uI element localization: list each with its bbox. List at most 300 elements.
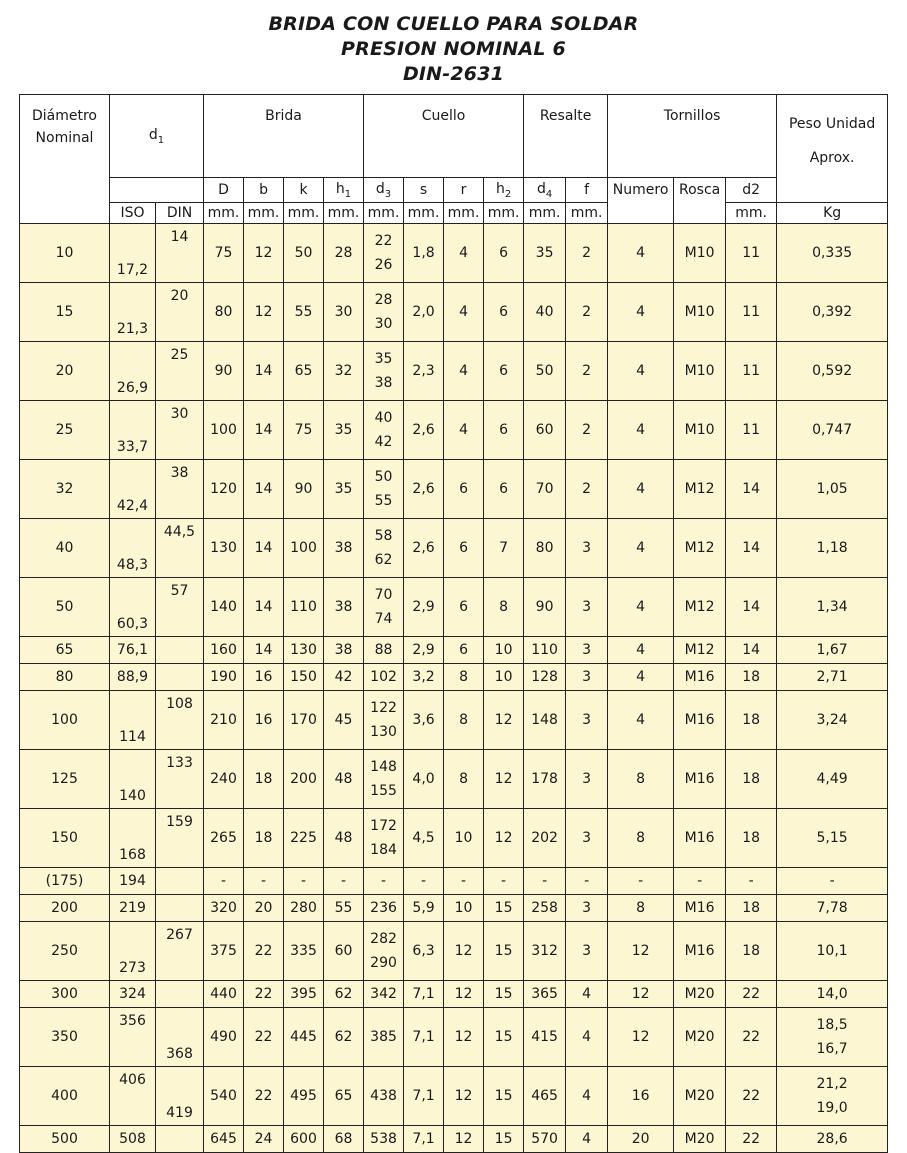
cell-rosca: M16 <box>674 664 726 691</box>
cell-dn: (175) <box>20 868 110 895</box>
cell-s: 2,3 <box>404 342 444 401</box>
cell-rosca: M16 <box>674 809 726 868</box>
cell-b: 16 <box>244 691 284 750</box>
cell-D: 130 <box>204 519 244 578</box>
cell-h2: 15 <box>484 1067 524 1126</box>
cell-k: 600 <box>284 1126 324 1153</box>
cell-d3-value: 30 <box>374 316 393 332</box>
cell-peso: 1,18 <box>777 519 888 578</box>
cell-dn: 200 <box>20 895 110 922</box>
cell-iso: 194 <box>110 868 156 895</box>
cell-iso: 60,3 <box>110 578 156 637</box>
cell-iso: 219 <box>110 895 156 922</box>
cell-iso: 508 <box>110 1126 156 1153</box>
cell-num: 12 <box>608 981 674 1008</box>
cell-dn: 500 <box>20 1126 110 1153</box>
cell-d3-value: 122 <box>370 700 397 716</box>
cell-b: 14 <box>244 401 284 460</box>
cell-d2: 18 <box>726 895 777 922</box>
cell-k: 495 <box>284 1067 324 1126</box>
cell-dn: 40 <box>20 519 110 578</box>
cell-r: 6 <box>444 637 484 664</box>
cell-num: 4 <box>608 224 674 283</box>
cell-d3: 236 <box>364 895 404 922</box>
cell-peso-value: 16,7 <box>816 1041 848 1057</box>
col-d4 <box>524 178 566 203</box>
cell-D: 80 <box>204 283 244 342</box>
cell-d2: 14 <box>726 519 777 578</box>
cell-h2: 15 <box>484 895 524 922</box>
cell-b: 18 <box>244 809 284 868</box>
cell-num: 4 <box>608 342 674 401</box>
cell-b: 24 <box>244 1126 284 1153</box>
cell-din <box>156 868 204 895</box>
cell-s: 4,5 <box>404 809 444 868</box>
cell-s: 2,9 <box>404 578 444 637</box>
cell-rosca: M12 <box>674 519 726 578</box>
cell-D: - <box>204 868 244 895</box>
col-d4-sub: 4 <box>545 188 553 200</box>
cell-num: 8 <box>608 895 674 922</box>
cell-k: 200 <box>284 750 324 809</box>
table-row <box>20 664 888 691</box>
cell-rosca: M20 <box>674 1126 726 1153</box>
cell-dn: 32 <box>20 460 110 519</box>
cell-D: 190 <box>204 664 244 691</box>
cell-rosca: M20 <box>674 1008 726 1067</box>
flange-spec-table <box>19 94 888 1153</box>
cell-dn: 300 <box>20 981 110 1008</box>
cell-din <box>156 981 204 1008</box>
cell-r: 8 <box>444 691 484 750</box>
cell-d4: 60 <box>524 401 566 460</box>
table-row <box>20 637 888 664</box>
unit-mm-k: mm. <box>284 203 324 224</box>
cell-dn: 25 <box>20 401 110 460</box>
cell-b: - <box>244 868 284 895</box>
cell-d3: 438 <box>364 1067 404 1126</box>
table-row <box>20 809 888 868</box>
cell-dn: 250 <box>20 922 110 981</box>
cell-h1: 28 <box>324 224 364 283</box>
cell-s: 7,1 <box>404 1126 444 1153</box>
cell-iso: 114 <box>110 691 156 750</box>
cell-k: 395 <box>284 981 324 1008</box>
title-line-3: DIN-2631 <box>402 63 505 85</box>
table-row <box>20 895 888 922</box>
cell-d3 <box>364 460 404 519</box>
cell-h1: 62 <box>324 981 364 1008</box>
cell-dn: 80 <box>20 664 110 691</box>
table-row <box>20 868 888 895</box>
cell-d2: 18 <box>726 691 777 750</box>
cell-d3-value: 155 <box>370 783 397 799</box>
cell-iso: 168 <box>110 809 156 868</box>
col-d2: d2 <box>726 178 777 203</box>
cell-h2: 7 <box>484 519 524 578</box>
cell-k: 100 <box>284 519 324 578</box>
cell-k: 150 <box>284 664 324 691</box>
cell-din: 38 <box>156 460 204 519</box>
cell-din: 133 <box>156 750 204 809</box>
cell-s: 1,8 <box>404 224 444 283</box>
cell-s: 6,3 <box>404 922 444 981</box>
cell-b: 14 <box>244 519 284 578</box>
cell-d3-value: 28 <box>374 292 393 308</box>
cell-D: 440 <box>204 981 244 1008</box>
cell-peso <box>777 1067 888 1126</box>
col-h1 <box>324 178 364 203</box>
cell-d4: 80 <box>524 519 566 578</box>
cell-peso: 10,1 <box>777 922 888 981</box>
cell-peso: 0,392 <box>777 283 888 342</box>
cell-d2: - <box>726 868 777 895</box>
header-d1-label: d <box>148 126 158 143</box>
cell-d3-value: 58 <box>374 528 393 544</box>
cell-num: 4 <box>608 283 674 342</box>
unit-din: DIN <box>156 203 204 224</box>
header-peso-line1: Peso Unidad <box>788 116 876 132</box>
cell-h2: 12 <box>484 750 524 809</box>
cell-D: 320 <box>204 895 244 922</box>
cell-dn: 50 <box>20 578 110 637</box>
cell-peso-value: 21,2 <box>816 1076 848 1092</box>
header-cuello: Cuello <box>364 95 524 178</box>
cell-din: 44,5 <box>156 519 204 578</box>
col-h2-sub: 2 <box>504 188 512 200</box>
table-row <box>20 750 888 809</box>
cell-h1: 32 <box>324 342 364 401</box>
cell-iso: 273 <box>110 922 156 981</box>
cell-f: 4 <box>566 1008 608 1067</box>
cell-k: 280 <box>284 895 324 922</box>
col-s: s <box>404 178 444 203</box>
cell-h1: 35 <box>324 460 364 519</box>
cell-peso: 5,15 <box>777 809 888 868</box>
cell-h2: 15 <box>484 1008 524 1067</box>
cell-d4: 465 <box>524 1067 566 1126</box>
cell-d4: 570 <box>524 1126 566 1153</box>
unit-kg: Kg <box>777 203 888 224</box>
cell-peso: 3,24 <box>777 691 888 750</box>
cell-f: 2 <box>566 283 608 342</box>
cell-d4: 148 <box>524 691 566 750</box>
unit-mm-D: mm. <box>204 203 244 224</box>
cell-f: 4 <box>566 1126 608 1153</box>
cell-rosca: M16 <box>674 691 726 750</box>
cell-h1: 65 <box>324 1067 364 1126</box>
cell-d3-value: 26 <box>374 257 393 273</box>
unit-mm-b: mm. <box>244 203 284 224</box>
cell-b: 22 <box>244 922 284 981</box>
cell-D: 120 <box>204 460 244 519</box>
cell-d3-value: 50 <box>374 469 393 485</box>
cell-din <box>156 895 204 922</box>
cell-d3-value: 70 <box>374 587 393 603</box>
cell-d3: 102 <box>364 664 404 691</box>
cell-h1: 60 <box>324 922 364 981</box>
cell-r: 12 <box>444 922 484 981</box>
table-row <box>20 578 888 637</box>
title-line-1: BRIDA CON CUELLO PARA SOLDAR <box>268 13 639 35</box>
cell-f: 3 <box>566 895 608 922</box>
col-h2-label: h <box>495 180 505 197</box>
cell-h2: - <box>484 868 524 895</box>
cell-r: 6 <box>444 519 484 578</box>
header-resalte: Resalte <box>524 95 608 178</box>
cell-f: 2 <box>566 342 608 401</box>
cell-rosca: M12 <box>674 637 726 664</box>
cell-D: 540 <box>204 1067 244 1126</box>
cell-d3-value: 22 <box>374 233 393 249</box>
cell-d4: 110 <box>524 637 566 664</box>
cell-s: 7,1 <box>404 1008 444 1067</box>
col-numero: Numero <box>608 178 674 224</box>
cell-h2: 6 <box>484 283 524 342</box>
cell-d3-value: 290 <box>370 955 397 971</box>
cell-d4: 128 <box>524 664 566 691</box>
cell-b: 14 <box>244 637 284 664</box>
cell-d2: 18 <box>726 809 777 868</box>
cell-d4: - <box>524 868 566 895</box>
cell-r: 8 <box>444 664 484 691</box>
col-r: r <box>444 178 484 203</box>
cell-dn: 65 <box>20 637 110 664</box>
cell-b: 18 <box>244 750 284 809</box>
cell-r: 10 <box>444 895 484 922</box>
header-d1-sub: 1 <box>157 134 165 146</box>
cell-num: 8 <box>608 809 674 868</box>
cell-peso: 1,34 <box>777 578 888 637</box>
cell-h1: 68 <box>324 1126 364 1153</box>
cell-s: 7,1 <box>404 1067 444 1126</box>
cell-d3: - <box>364 868 404 895</box>
cell-num: 4 <box>608 637 674 664</box>
cell-h1: 48 <box>324 750 364 809</box>
cell-h1: 48 <box>324 809 364 868</box>
cell-d3 <box>364 691 404 750</box>
header-diametro-line1: Diámetro <box>31 108 97 124</box>
cell-num: 12 <box>608 1008 674 1067</box>
cell-d2: 18 <box>726 750 777 809</box>
cell-d2: 22 <box>726 1067 777 1126</box>
cell-rosca: M10 <box>674 224 726 283</box>
col-h2 <box>484 178 524 203</box>
table-row <box>20 519 888 578</box>
cell-rosca: M10 <box>674 283 726 342</box>
cell-peso: 0,592 <box>777 342 888 401</box>
cell-b: 22 <box>244 981 284 1008</box>
cell-d2: 11 <box>726 224 777 283</box>
cell-s: 2,6 <box>404 401 444 460</box>
cell-num: - <box>608 868 674 895</box>
cell-s: - <box>404 868 444 895</box>
cell-d4: 70 <box>524 460 566 519</box>
cell-f: 3 <box>566 578 608 637</box>
cell-b: 20 <box>244 895 284 922</box>
cell-h2: 10 <box>484 637 524 664</box>
table-row <box>20 401 888 460</box>
cell-D: 100 <box>204 401 244 460</box>
cell-iso: 76,1 <box>110 637 156 664</box>
cell-d3 <box>364 578 404 637</box>
cell-k: 90 <box>284 460 324 519</box>
cell-d3 <box>364 283 404 342</box>
table-body <box>20 224 888 1153</box>
cell-peso: 28,6 <box>777 1126 888 1153</box>
cell-peso-value: 18,5 <box>816 1017 848 1033</box>
cell-k: 65 <box>284 342 324 401</box>
cell-iso: 26,9 <box>110 342 156 401</box>
cell-d3-value: 172 <box>370 818 397 834</box>
cell-f: 3 <box>566 664 608 691</box>
cell-d3-value: 62 <box>374 552 393 568</box>
cell-num: 4 <box>608 519 674 578</box>
header-peso-line2: Aprox. <box>809 150 855 166</box>
cell-d3 <box>364 922 404 981</box>
table-row <box>20 981 888 1008</box>
cell-din: 20 <box>156 283 204 342</box>
cell-iso: 17,2 <box>110 224 156 283</box>
cell-r: 12 <box>444 981 484 1008</box>
cell-f: 3 <box>566 691 608 750</box>
cell-peso: 2,71 <box>777 664 888 691</box>
cell-D: 210 <box>204 691 244 750</box>
cell-h2: 6 <box>484 460 524 519</box>
col-k: k <box>284 178 324 203</box>
col-d4-label: d <box>536 180 546 197</box>
col-D: D <box>204 178 244 203</box>
cell-d3 <box>364 809 404 868</box>
cell-rosca: M20 <box>674 981 726 1008</box>
cell-k: 445 <box>284 1008 324 1067</box>
cell-r: - <box>444 868 484 895</box>
cell-k: 335 <box>284 922 324 981</box>
document-title <box>0 12 907 87</box>
header-d1-spacer <box>110 178 204 203</box>
cell-rosca: M16 <box>674 922 726 981</box>
col-rosca: Rosca <box>674 178 726 224</box>
header-brida: Brida <box>204 95 364 178</box>
cell-d3 <box>364 519 404 578</box>
cell-k: - <box>284 868 324 895</box>
cell-k: 55 <box>284 283 324 342</box>
cell-rosca: M12 <box>674 578 726 637</box>
cell-din <box>156 664 204 691</box>
cell-d2: 11 <box>726 401 777 460</box>
cell-iso: 21,3 <box>110 283 156 342</box>
cell-rosca: M10 <box>674 401 726 460</box>
cell-d3: 538 <box>364 1126 404 1153</box>
cell-num: 12 <box>608 922 674 981</box>
cell-k: 110 <box>284 578 324 637</box>
table-row <box>20 1008 888 1067</box>
cell-h1: 62 <box>324 1008 364 1067</box>
cell-D: 265 <box>204 809 244 868</box>
cell-s: 4,0 <box>404 750 444 809</box>
cell-d4: 35 <box>524 224 566 283</box>
cell-din: 267 <box>156 922 204 981</box>
cell-num: 16 <box>608 1067 674 1126</box>
cell-dn: 400 <box>20 1067 110 1126</box>
cell-d2: 11 <box>726 342 777 401</box>
cell-h1: - <box>324 868 364 895</box>
cell-peso: 14,0 <box>777 981 888 1008</box>
cell-dn: 20 <box>20 342 110 401</box>
cell-b: 22 <box>244 1067 284 1126</box>
cell-f: 3 <box>566 922 608 981</box>
cell-iso: 356 <box>110 1008 156 1067</box>
table-row <box>20 691 888 750</box>
cell-dn: 125 <box>20 750 110 809</box>
cell-d4: 415 <box>524 1008 566 1067</box>
cell-h2: 15 <box>484 981 524 1008</box>
cell-d3 <box>364 342 404 401</box>
header-peso <box>777 95 888 203</box>
cell-d3: 88 <box>364 637 404 664</box>
cell-d3 <box>364 401 404 460</box>
unit-mm-h1: mm. <box>324 203 364 224</box>
cell-d3-value: 130 <box>370 724 397 740</box>
cell-s: 2,0 <box>404 283 444 342</box>
cell-rosca: - <box>674 868 726 895</box>
col-h1-sub: 1 <box>344 188 352 200</box>
cell-D: 160 <box>204 637 244 664</box>
cell-h2: 8 <box>484 578 524 637</box>
cell-din: 159 <box>156 809 204 868</box>
cell-b: 14 <box>244 578 284 637</box>
cell-d4: 258 <box>524 895 566 922</box>
cell-D: 490 <box>204 1008 244 1067</box>
cell-rosca: M20 <box>674 1067 726 1126</box>
cell-r: 12 <box>444 1126 484 1153</box>
cell-peso: 1,05 <box>777 460 888 519</box>
cell-peso: - <box>777 868 888 895</box>
cell-h1: 38 <box>324 578 364 637</box>
unit-mm-d3: mm. <box>364 203 404 224</box>
cell-f: 3 <box>566 637 608 664</box>
cell-din: 30 <box>156 401 204 460</box>
cell-k: 75 <box>284 401 324 460</box>
cell-num: 4 <box>608 460 674 519</box>
cell-D: 375 <box>204 922 244 981</box>
cell-d2: 18 <box>726 664 777 691</box>
header-tornillos: Tornillos <box>608 95 777 178</box>
cell-num: 8 <box>608 750 674 809</box>
cell-s: 5,9 <box>404 895 444 922</box>
col-d3 <box>364 178 404 203</box>
cell-dn: 15 <box>20 283 110 342</box>
table-row <box>20 922 888 981</box>
cell-r: 6 <box>444 460 484 519</box>
cell-D: 75 <box>204 224 244 283</box>
cell-peso: 1,67 <box>777 637 888 664</box>
cell-d3-value: 38 <box>374 375 393 391</box>
cell-h2: 6 <box>484 401 524 460</box>
cell-iso: 406 <box>110 1067 156 1126</box>
cell-dn: 350 <box>20 1008 110 1067</box>
cell-d3 <box>364 224 404 283</box>
cell-d4: 202 <box>524 809 566 868</box>
cell-f: 2 <box>566 401 608 460</box>
cell-d2: 18 <box>726 922 777 981</box>
cell-dn: 10 <box>20 224 110 283</box>
cell-rosca: M10 <box>674 342 726 401</box>
cell-s: 2,6 <box>404 519 444 578</box>
cell-h2: 12 <box>484 809 524 868</box>
cell-din: 368 <box>156 1008 204 1067</box>
cell-h2: 15 <box>484 1126 524 1153</box>
